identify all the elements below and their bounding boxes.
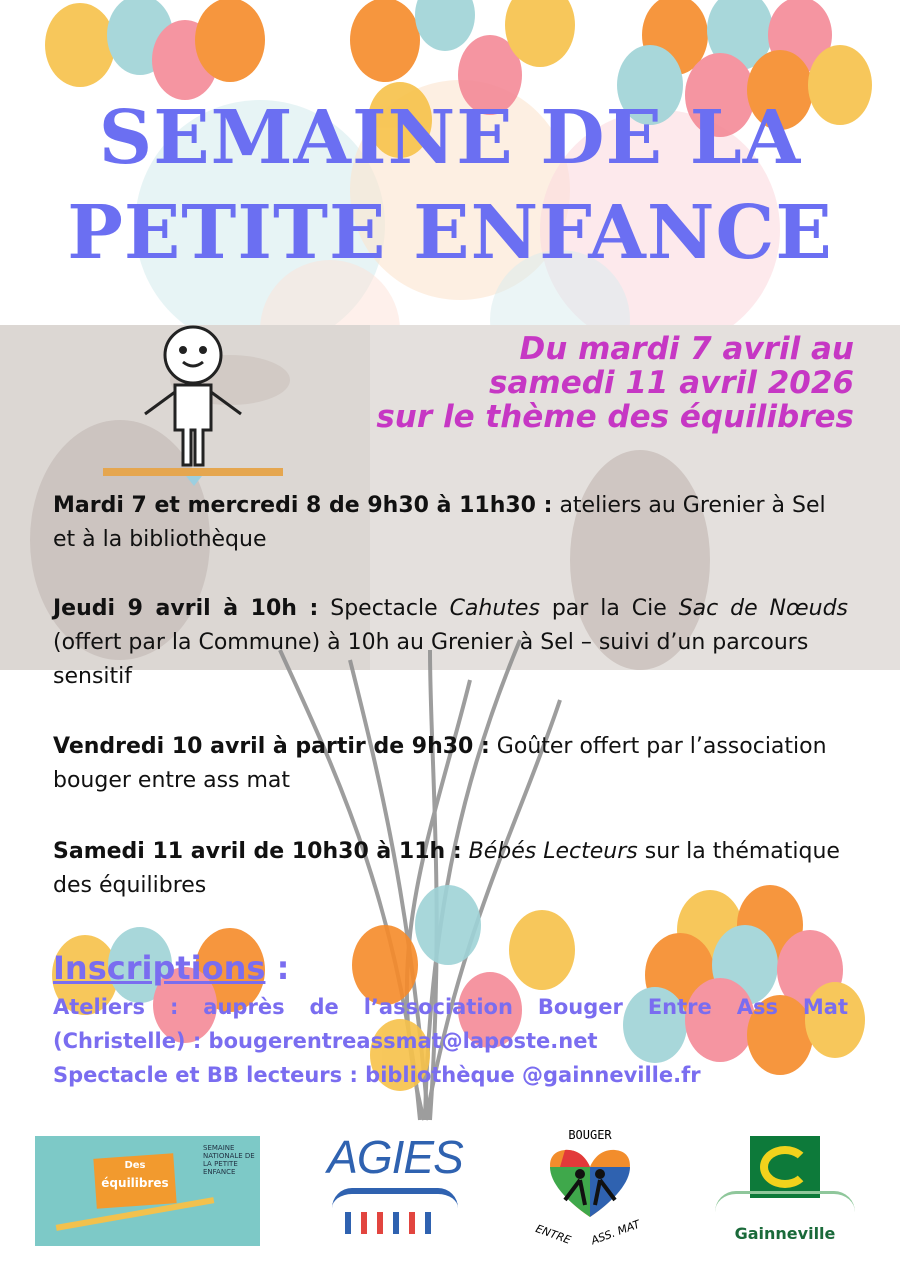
logo-des: Des — [124, 1160, 146, 1171]
dates-line-2: samedi 11 avril 2026 — [489, 365, 854, 401]
event-2-company: Sac de Nœuds — [678, 596, 848, 621]
event-2-text-3: sensitif — [53, 664, 132, 689]
inscriptions-colon: : — [265, 949, 290, 987]
inscriptions-heading: Inscriptions — [53, 949, 266, 987]
gainneville-text: Gainneville — [734, 1224, 836, 1243]
title-line-2: PETITE ENFANCE — [67, 190, 833, 276]
event-4-text: sur la thématique — [637, 839, 840, 864]
event-1-when: Mardi 7 et mercredi 8 de 9h30 à 11h30 : — [53, 493, 553, 518]
logo-bouger-text: BOUGER — [568, 1128, 612, 1142]
event-4-when: Samedi 11 avril de 10h30 à 11h : — [53, 839, 462, 864]
event-item-3 — [53, 730, 848, 798]
event-item-1 — [53, 489, 848, 557]
heart-people-icon — [535, 1142, 645, 1222]
gainneville-logo — [715, 1136, 855, 1246]
event-3-when: Vendredi 10 avril à partir de 9h30 : — [53, 734, 490, 759]
logo-ass-mat-text: ASS. MAT — [589, 1217, 642, 1248]
event-4-text-2: des équilibres — [53, 873, 207, 898]
event-2-when: Jeudi 9 avril à 10h : — [53, 596, 319, 621]
logo-semaine-nationale: SEMAINE NATIONALE DE LA PETITE ENFANCE — [203, 1144, 255, 1176]
event-2-text-2: (offert par la Commune) à 10h au Grenier à Sel – suivi d’un parcours — [53, 630, 809, 655]
logo-entre-text: ENTRE — [533, 1222, 573, 1247]
inscriptions-spectacle: Spectacle et BB lecteurs : bibliothèque @gainneville.fr — [53, 1063, 701, 1087]
event-1-text: ateliers au Grenier à Sel — [552, 493, 826, 518]
event-2-text: Spectacle — [318, 596, 450, 621]
inscriptions-email[interactable]: (Christelle) : bougerentreassmat@laposte.net — [53, 1029, 598, 1053]
inscriptions-section — [53, 946, 848, 1092]
agies-logo — [320, 1130, 470, 1245]
logo-equilibres: équilibres — [101, 1176, 169, 1190]
event-1-text-2: et à la bibliothèque — [53, 527, 267, 552]
dates-line-1: Du mardi 7 avril au — [519, 331, 854, 367]
bouger-entre-ass-mat-logo — [535, 1128, 645, 1248]
event-item-2 — [53, 592, 848, 694]
event-2-show-name: Cahutes — [449, 596, 540, 621]
event-2-text-b: par la Cie — [539, 596, 679, 621]
inscriptions-ateliers: Ateliers : auprès de l’association Bouger Entre Ass Mat — [53, 995, 848, 1019]
title-line-1: SEMAINE DE LA — [98, 95, 802, 181]
event-4-name: Bébés Lecteurs — [461, 839, 638, 864]
dates-line-3: sur le thème des équilibres — [376, 399, 854, 435]
agies-text: AGIES — [327, 1131, 463, 1183]
des-equilibres-logo — [35, 1136, 260, 1246]
event-dates — [376, 332, 854, 434]
event-3-text: Goûter offert par l’association — [489, 734, 827, 759]
event-item-4 — [53, 835, 848, 903]
event-3-text-2: bouger entre ass mat — [53, 768, 291, 793]
